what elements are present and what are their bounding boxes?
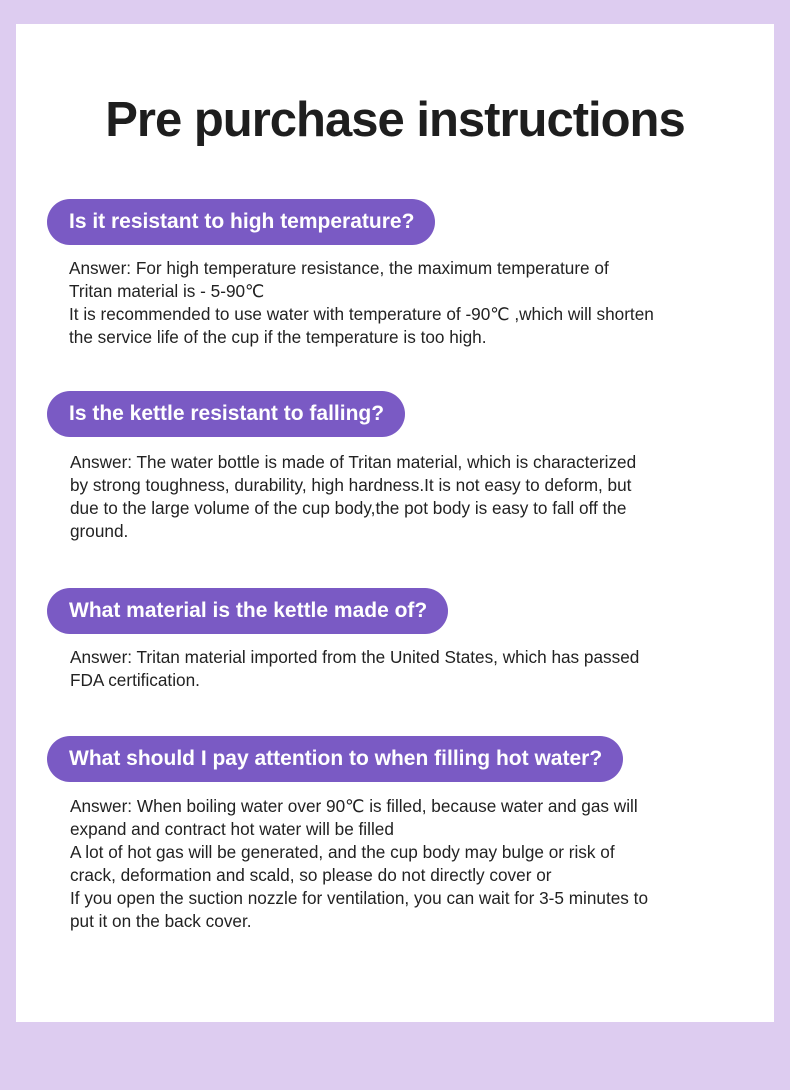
answer-temperature xyxy=(69,257,759,349)
answer-line: Tritan material is - 5-90℃ xyxy=(69,281,265,301)
answer-line: Answer: When boiling water over 90℃ is filled, because water and gas will xyxy=(70,796,638,816)
answer-line: expand and contract hot water will be filled xyxy=(70,819,394,839)
question-pill-hot-water: What should I pay attention to when filling hot water? xyxy=(47,736,623,782)
answer-line: crack, deformation and scald, so please do not directly cover or xyxy=(70,865,552,885)
answer-line: Answer: Tritan material imported from the United States, which has passed xyxy=(70,647,640,667)
answer-material xyxy=(70,646,760,692)
answer-falling xyxy=(70,451,760,543)
answer-line: put it on the back cover. xyxy=(70,911,252,931)
page-title: Pre purchase instructions xyxy=(105,93,685,147)
question-pill-falling: Is the kettle resistant to falling? xyxy=(47,391,405,437)
answer-line: FDA certification. xyxy=(70,670,200,690)
answer-line: by strong toughness, durability, high hardness.It is not easy to deform, but xyxy=(70,475,632,495)
answer-line: due to the large volume of the cup body,the pot body is easy to fall off the xyxy=(70,498,627,518)
answer-line: If you open the suction nozzle for ventilation, you can wait for 3-5 minutes to xyxy=(70,888,649,908)
answer-line: Answer: The water bottle is made of Tritan material, which is characterized xyxy=(70,452,637,472)
answer-hot-water xyxy=(70,795,760,933)
answer-line: ground. xyxy=(70,521,129,541)
answer-line: Answer: For high temperature resistance, the maximum temperature of xyxy=(69,258,609,278)
answer-line: It is recommended to use water with temperature of -90℃ ,which will shorten xyxy=(69,304,654,324)
answer-line: A lot of hot gas will be generated, and the cup body may bulge or risk of xyxy=(70,842,615,862)
question-pill-material: What material is the kettle made of? xyxy=(47,588,448,634)
answer-line: the service life of the cup if the temperature is too high. xyxy=(69,327,487,347)
question-pill-temperature: Is it resistant to high temperature? xyxy=(47,199,435,245)
